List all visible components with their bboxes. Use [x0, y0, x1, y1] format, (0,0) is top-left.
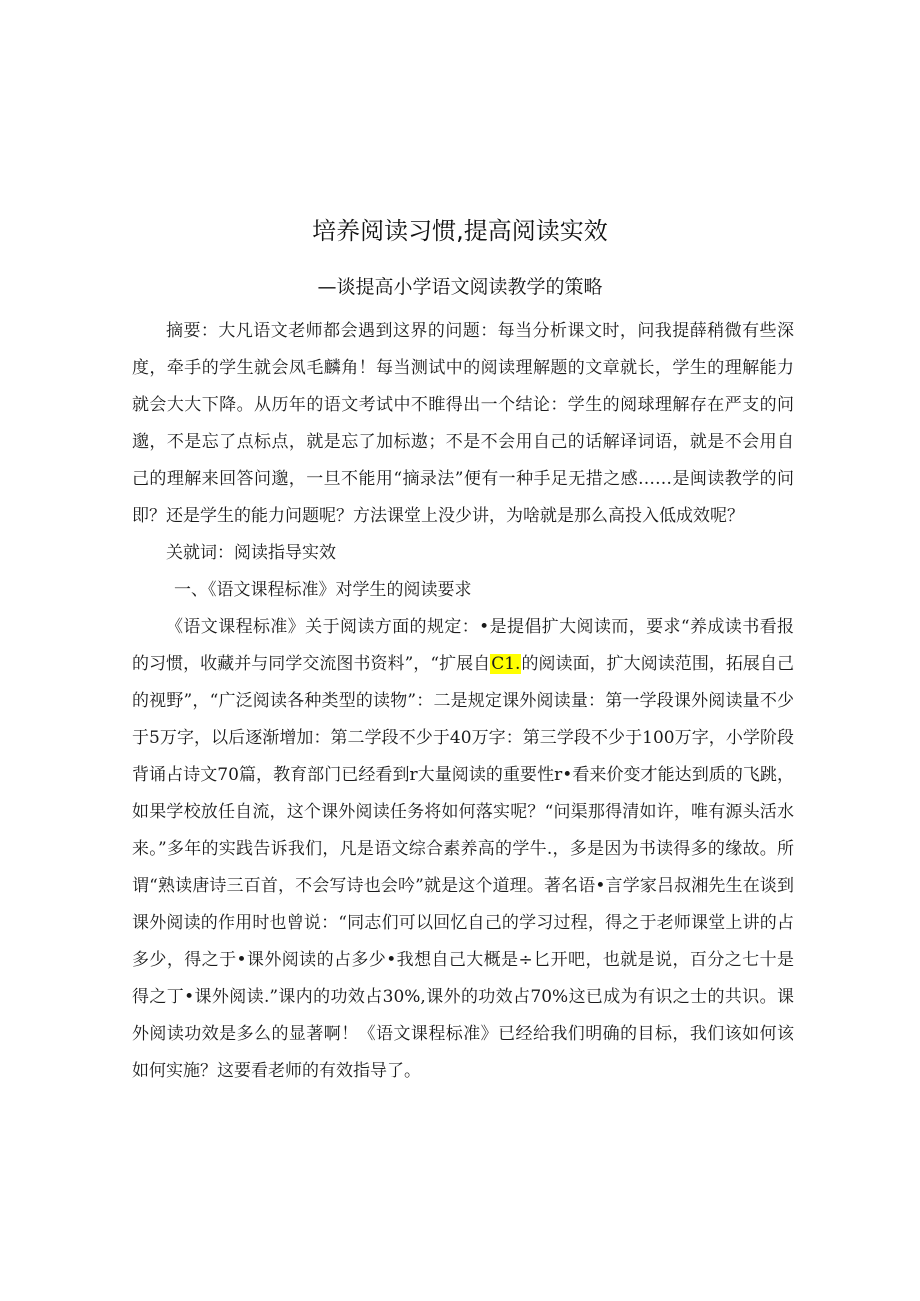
section-1-paragraph	[132, 609, 794, 1090]
keywords-line: 关就词：阅读指导实效	[166, 543, 336, 563]
document-subtitle: —谈提高小学语文阅读教学的策略	[317, 276, 603, 298]
highlighted-text: C1.	[491, 654, 521, 674]
document-body	[132, 313, 794, 1090]
paragraph-text-before-highlight: 《语文课程标准》关于阅读方面的规定：•是提倡扩大阅读而，要求“养成读书看报的习惯，收藏并与同学交流图书资料”，“扩展自	[132, 617, 794, 674]
document-title: 培养阅读习惯,提高阅读实效	[312, 217, 608, 245]
abstract-paragraph: 摘要：大凡语文老师都会遇到这界的问题：每当分析课文时，问我提薛稍微有些深度，牵手的学生就会凤毛麟角！每当测试中的阅读理解题的文章就长，学生的理解能力就会大大下降。从历年的语文考试中不睢得出一个结论：学生的阅球理解存在严支的问邈，不是忘了点标点，就是忘了加标遨；不是不会用自己的话解译词语，就是不会用自己的理解来回答问邈，一旦不能用“摘录法”便有一种手足无措之感……是闽读教学的问即？还是学生的能力问题呢？方法课堂上没少讲，为啥就是那么高投入低成效呢？	[132, 321, 794, 526]
section-1-heading: 一、《语文课程标准》对学生的阅读要求	[174, 580, 472, 600]
paragraph-text-after-highlight: 的阅读面，扩大阅读范围，拓展自己的视野”，“广泛阅读各种类型的读物”：二是规定课外阅读量：第一学段课外阅读量不少于5万字，以后逐渐增加：第二学段不少于40万字：第三学段不少于100万字，小学阶段背诵占诗文70篇，教育部门已经看到r大量阅读的重要性r•看来价变才能达到质的飞跳，如果学校放任自流，这个课外阅读任务将如何落实呢？“问渠那得清如许，唯有源头活水来。”多年的实践告诉我们，凡是语文综合素养高的学牛.，多是因为书读得多的缘故。所谓“熟读唐诗三百首，不会写诗也会吟”就是这个道理。著名语•言学家吕叔湘先生在谈到课外阅读的作用时也曾说：“同志们可以回忆自己的学习过程，得之于老师课堂上讲的占多少，得之于•课外阅读的占多少•我想自己大概是÷匕开吧，也就是说，百分之七十是得之丁•课外阅读.”课内的功效占30%,课外的功效占70%这已成为有识之士的共识。课外阅读功效是多么的显著啊！《语文课程标准》已经给我们明确的目标，我们该如何该如何实施？这要看老师的有效指导了。	[132, 654, 795, 1081]
